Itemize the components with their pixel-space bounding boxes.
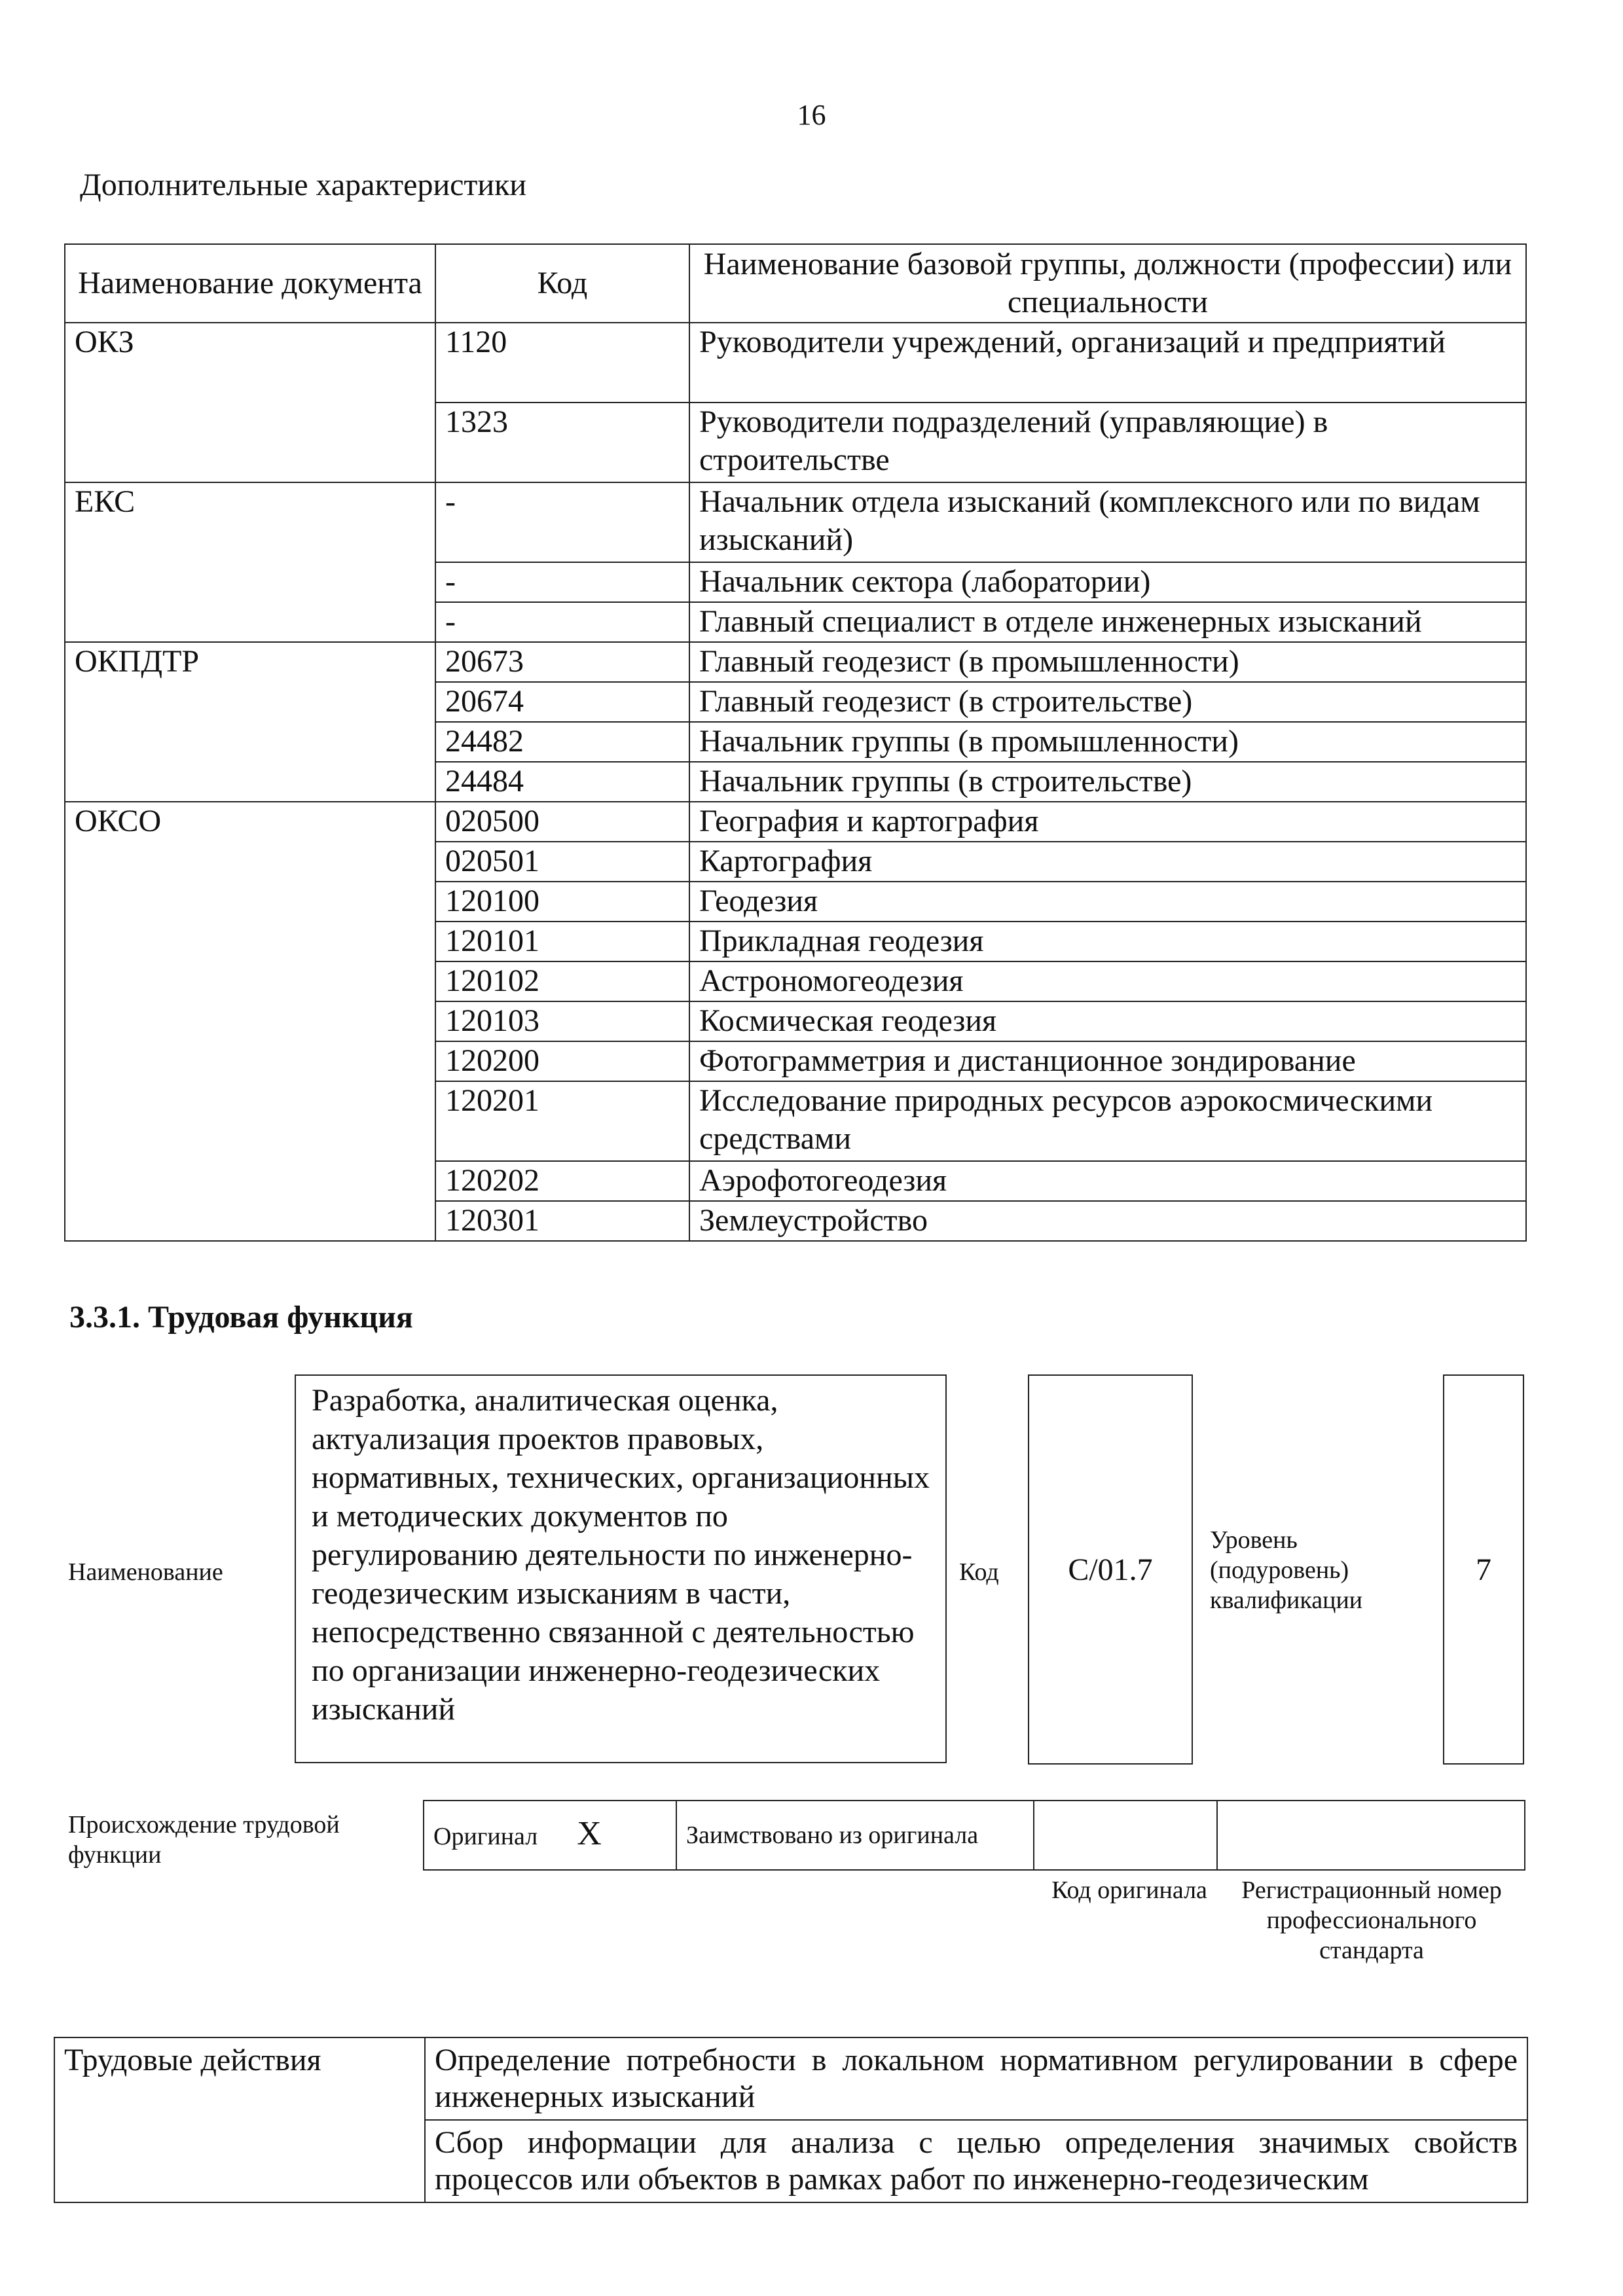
code-cell: - xyxy=(435,482,689,562)
labor-action-item: Сбор информации для анализа с целью определения значимых свойств процессов или объектов в рамках работ по инженерно-геодезическим xyxy=(425,2120,1527,2202)
code-cell: 20674 xyxy=(435,682,689,722)
code-cell: 1120 xyxy=(435,323,689,403)
document-cell: ОКЗ xyxy=(65,323,435,482)
table-row xyxy=(65,323,1526,403)
name-cell: Геодезия xyxy=(689,882,1526,922)
original-label: Оригинал xyxy=(433,1823,538,1850)
table-header-row xyxy=(65,244,1526,323)
additional-characteristics-heading: Дополнительные характеристики xyxy=(80,168,527,202)
name-cell: Главный геодезист (в строительстве) xyxy=(689,682,1526,722)
code-cell: - xyxy=(435,562,689,602)
code-cell: 24482 xyxy=(435,722,689,762)
qualification-level-label: Уровень (подуровень) квалификации xyxy=(1210,1526,1363,1614)
function-code-value: C/01.7 xyxy=(1028,1374,1193,1765)
labor-function-heading: 3.3.1. Трудовая функция xyxy=(69,1300,413,1335)
name-cell: География и картография xyxy=(689,802,1526,842)
name-cell: Руководители подразделений (управляющие) в строительстве xyxy=(689,403,1526,482)
table-row xyxy=(65,802,1526,842)
header-document: Наименование документа xyxy=(65,244,435,323)
code-cell: 24484 xyxy=(435,762,689,802)
original-code-caption: Код оригинала xyxy=(1051,1876,1207,1904)
header-code: Код xyxy=(435,244,689,323)
code-cell: 120103 xyxy=(435,1001,689,1041)
code-cell: 20673 xyxy=(435,642,689,682)
origin-original-cell xyxy=(424,1801,676,1870)
name-cell: Главный специалист в отделе инженерных изысканий xyxy=(689,602,1526,642)
table-row xyxy=(65,642,1526,682)
table-row xyxy=(65,482,1526,562)
function-name-label: Наименование xyxy=(68,1558,223,1586)
document-cell: ОКСО xyxy=(65,802,435,1241)
borrowed-label: Заимствовано из оригинала xyxy=(686,1821,979,1849)
page-number: 16 xyxy=(797,99,826,131)
code-cell: 120202 xyxy=(435,1161,689,1201)
name-cell: Землеустройство xyxy=(689,1201,1526,1241)
original-mark: X xyxy=(577,1815,602,1852)
function-name-value: Разработка, аналитическая оценка, актуализация проектов правовых, нормативных, технических, организационных и методических документов по регулированию деятельности по инженерно-геодезическим изысканиям в части, непосредственно связанной с деятельностью по организации инженерно-геодезических изысканий xyxy=(295,1374,947,1763)
name-cell: Аэрофотогеодезия xyxy=(689,1161,1526,1201)
code-cell: - xyxy=(435,602,689,642)
code-cell: 120301 xyxy=(435,1201,689,1241)
name-cell: Астрономогеодезия xyxy=(689,961,1526,1001)
name-cell: Начальник группы (в промышленности) xyxy=(689,722,1526,762)
document-cell: ЕКС xyxy=(65,482,435,642)
code-cell: 020500 xyxy=(435,802,689,842)
name-cell: Фотограмметрия и дистанционное зондирование xyxy=(689,1041,1526,1081)
name-cell: Начальник сектора (лаборатории) xyxy=(689,562,1526,602)
additional-characteristics-table xyxy=(64,243,1527,1242)
function-origin-label: Происхождение трудовой функции xyxy=(68,1811,340,1869)
registration-number-cell xyxy=(1217,1801,1525,1870)
name-cell: Картография xyxy=(689,842,1526,882)
header-name: Наименование базовой группы, должности (профессии) или специальности xyxy=(689,244,1526,323)
name-cell: Главный геодезист (в промышленности) xyxy=(689,642,1526,682)
name-cell: Космическая геодезия xyxy=(689,1001,1526,1041)
code-cell: 120100 xyxy=(435,882,689,922)
qualification-level-value: 7 xyxy=(1443,1374,1524,1765)
function-origin-table xyxy=(423,1800,1525,1871)
document-cell: ОКПДТР xyxy=(65,642,435,802)
name-cell: Исследование природных ресурсов аэрокосмическими средствами xyxy=(689,1081,1526,1161)
labor-actions-table xyxy=(54,2037,1528,2203)
function-code-label: Код xyxy=(959,1558,999,1586)
labor-actions-label: Трудовые действия xyxy=(54,2037,425,2202)
code-cell: 120102 xyxy=(435,961,689,1001)
registration-number-caption: Регистрационный номер профессионального стандарта xyxy=(1241,1876,1502,1964)
name-cell: Начальник группы (в строительстве) xyxy=(689,762,1526,802)
name-cell: Руководители учреждений, организаций и предприятий xyxy=(689,323,1526,403)
code-cell: 120101 xyxy=(435,922,689,961)
name-cell: Начальник отдела изысканий (комплексного или по видам изысканий) xyxy=(689,482,1526,562)
origin-borrowed-cell xyxy=(676,1801,1034,1870)
original-code-cell xyxy=(1034,1801,1217,1870)
code-cell: 120200 xyxy=(435,1041,689,1081)
labor-action-item: Определение потребности в локальном нормативном регулировании в сфере инженерных изысканий xyxy=(425,2037,1527,2120)
name-cell: Прикладная геодезия xyxy=(689,922,1526,961)
code-cell: 120201 xyxy=(435,1081,689,1161)
code-cell: 1323 xyxy=(435,403,689,482)
code-cell: 020501 xyxy=(435,842,689,882)
